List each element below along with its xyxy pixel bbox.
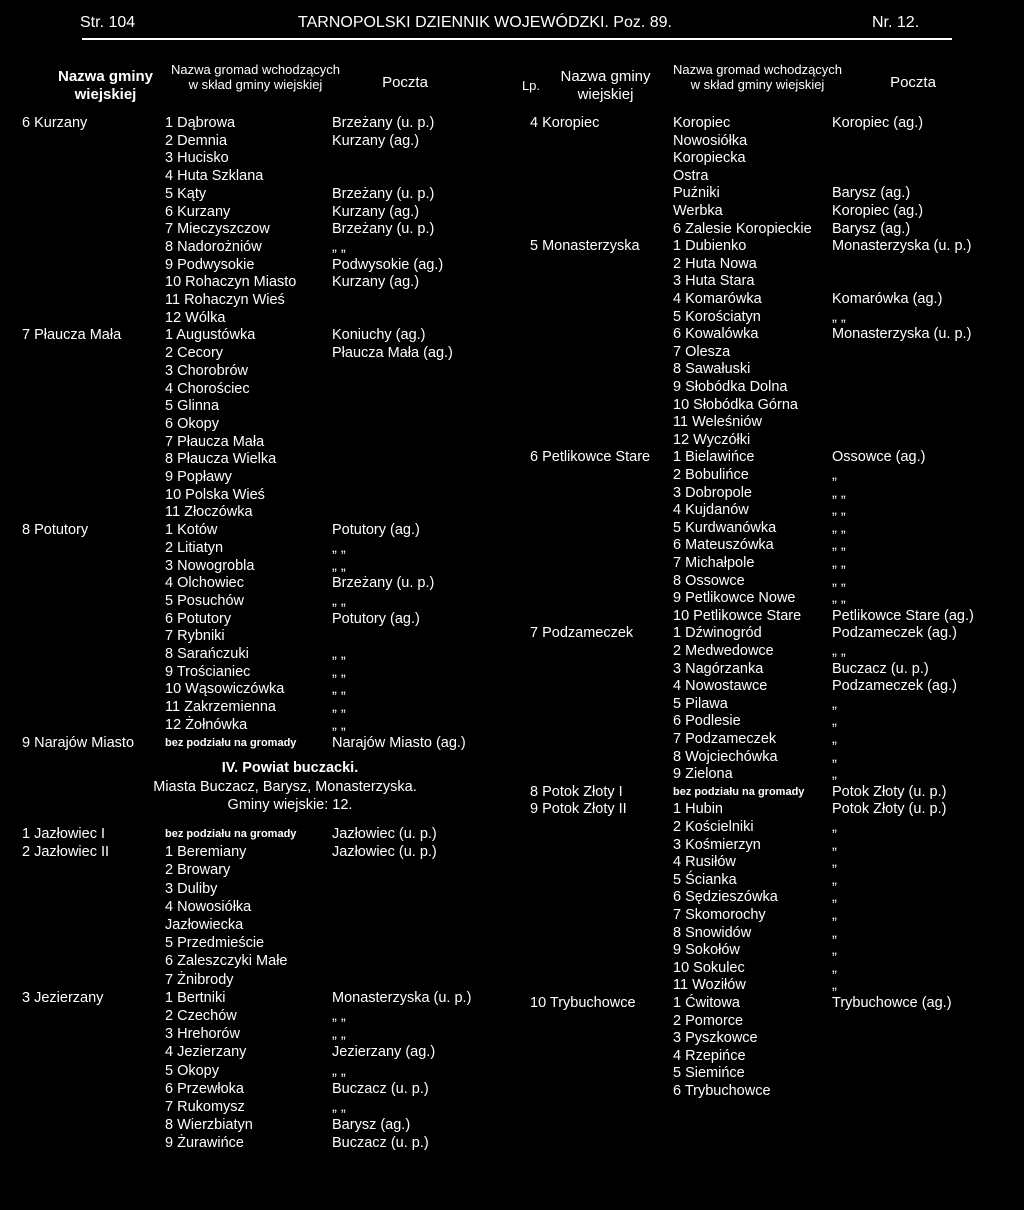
poczta-cell: „	[832, 889, 837, 906]
gromada-cell: 8 Ossowce	[673, 572, 745, 589]
poczta-cell: Kurzany (ag.)	[332, 274, 420, 291]
poczta-cell: Jezierzany (ag.)	[332, 1044, 436, 1061]
gromada-cell: 1 Bielawińce	[673, 449, 755, 466]
poczta-cell: Buczacz (u. p.)	[332, 1135, 429, 1152]
poczta-cell: „	[832, 907, 837, 923]
gromada-cell: 8 Wojciechówka	[673, 748, 778, 765]
poczta-cell: „ „	[332, 557, 346, 574]
poczta-cell: „ „	[832, 308, 846, 325]
poczta-cell: Brzeżany (u. p.)	[332, 221, 435, 238]
poczta-cell: Buczacz (u. p.)	[332, 1080, 429, 1097]
poczta-cell: Monasterzyska (u. p.)	[832, 326, 972, 343]
issue-number: Nr. 12.	[872, 14, 920, 31]
gmina-cell: 8 Potok Złoty I	[530, 783, 623, 800]
gromada-cell: 5 Kąty	[165, 185, 207, 202]
poczta-cell: „	[832, 871, 837, 888]
gromada-cell: 7 Rukomysz	[165, 1099, 245, 1115]
gromada-cell: 2 Czechów	[165, 1008, 237, 1024]
gromada-cell: 9 Podwysokie	[165, 256, 255, 273]
poczta-cell: Jazłowiec (u. p.)	[332, 844, 437, 861]
gmina-cell: 9 Narajów Miasto	[22, 734, 135, 751]
gromada-cell: 4 Rusiłów	[673, 854, 736, 871]
gromada-cell: 8 Snowidów	[673, 924, 752, 941]
gromada-cell: 6 Okopy	[165, 415, 219, 432]
gromada-cell: 1 Ćwitowa	[673, 995, 740, 1011]
gromada-cell: 6 Kowalówka	[673, 326, 759, 343]
poczta-cell: Kurzany (ag.)	[332, 132, 420, 149]
gromada-cell: 2 Cecory	[165, 345, 224, 362]
poczta-cell: „ „	[332, 1008, 346, 1024]
gmina-cell: 6 Petlikowce Stare	[530, 449, 651, 466]
page-header	[80, 14, 944, 36]
gromada-cell: 9 Żurawińce	[165, 1135, 244, 1152]
gromada-cell: 1 Kotów	[165, 522, 218, 539]
gmina-cell: 6 Kurzany	[22, 115, 88, 131]
gromada-cell: 2 Litiatyn	[165, 539, 224, 556]
poczta-cell: Kurzany (ag.)	[332, 203, 420, 220]
gromada-cell: 3 Duliby	[165, 880, 218, 897]
gmina-cell: 3 Jezierzany	[22, 989, 104, 1006]
gromada-cell: 11 Złoczówka	[165, 504, 253, 521]
poczta-cell: „	[832, 731, 837, 747]
poczta-cell: Podwysokie (ag.)	[332, 256, 444, 273]
poczta-cell: „	[832, 977, 837, 994]
poczta-cell: Podzameczek (ag.)	[832, 625, 957, 642]
gromada-cell: 5 Kurdwanówka	[673, 519, 777, 536]
gromada-cell: 9 Trościaniec	[165, 663, 251, 680]
poczta-cell: „ „	[332, 1026, 346, 1043]
col-head-poczta-right: Poczta	[890, 74, 936, 91]
gmina-cell: 1 Jazłowiec I	[22, 826, 106, 842]
gromada-cell: 1 Augustówka	[165, 327, 256, 344]
gromada-cell: 4 Huta Szklana	[165, 168, 264, 185]
gromada-cell: 9 Słobódka Dolna	[673, 379, 788, 395]
poczta-cell: Petlikowce Stare (ag.)	[832, 607, 974, 624]
gromada-cell: 1 Dąbrowa	[165, 115, 236, 131]
gromada-cell: Jazłowiecka	[165, 917, 244, 933]
poczta-cell: „ „	[832, 484, 846, 501]
gromada-cell: 2 Kościelniki	[673, 819, 754, 835]
gromada-cell: 3 Hrehorów	[165, 1026, 240, 1043]
poczta-cell: „ „	[332, 663, 346, 680]
gromada-cell: 5 Glinna	[165, 398, 220, 415]
gromada-cell: 11 Woziłów	[673, 977, 746, 994]
gmina-cell: 9 Potok Złoty II	[530, 801, 627, 818]
poczta-cell: „	[832, 819, 837, 835]
powiat-title: IV. Powiat buczacki.	[221, 760, 359, 776]
poczta-cell: „	[832, 836, 837, 853]
gromada-cell: Koropiec	[673, 115, 731, 131]
gromada-cell: 10 Wąsowiczówka	[165, 681, 285, 698]
col-head-poczta-left: Poczta	[382, 74, 428, 91]
gromada-cell: 3 Huta Stara	[673, 273, 755, 290]
gmina-cell: 7 Płaucza Mała	[22, 327, 122, 344]
gromada-cell: 6 Zaleszczyki Małe	[165, 953, 288, 970]
poczta-cell: „ „	[332, 699, 346, 716]
poczta-cell: „ „	[332, 1062, 346, 1079]
gromada-cell: 3 Pyszkowce	[673, 1030, 758, 1047]
poczta-cell: Potutory (ag.)	[332, 522, 420, 539]
gromada-cell: bez podziału na gromady	[673, 785, 805, 798]
poczta-cell: Narajów Miasto (ag.)	[332, 734, 466, 751]
gromada-cell: 10 Słobódka Górna	[673, 396, 798, 413]
gromada-cell: 12 Wyczółki	[673, 431, 751, 448]
gromada-cell: 9 Petlikowce Nowe	[673, 590, 796, 607]
poczta-cell: Brzeżany (u. p.)	[332, 185, 435, 202]
gromada-cell: 6 Kurzany	[165, 203, 231, 220]
poczta-cell: „	[832, 959, 837, 976]
gmina-cell: 5 Monasterzyska	[530, 238, 640, 255]
gromada-cell: 12 Żołnówka	[165, 716, 248, 733]
poczta-cell: Koropiec (ag.)	[832, 115, 924, 131]
poczta-cell: Koniuchy (ag.)	[332, 327, 426, 344]
gromada-cell: 2 Huta Nowa	[673, 255, 757, 272]
poczta-cell: „ „	[832, 502, 846, 519]
gromada-cell: 2 Browary	[165, 862, 231, 879]
gromada-cell: 10 Sokulec	[673, 959, 745, 976]
gromada-cell: Nowosiółka	[673, 132, 748, 149]
gromada-cell: 11 Zakrzemienna	[165, 699, 276, 716]
gmina-cell: 7 Podzameczek	[530, 625, 634, 642]
poczta-cell: Monasterzyska (u. p.)	[832, 238, 972, 255]
gmina-cell: 2 Jazłowiec II	[22, 844, 110, 861]
poczta-cell: „ „	[832, 519, 846, 536]
poczta-cell: „ „	[832, 572, 846, 589]
gromada-cell: 1 Dubienko	[673, 238, 747, 255]
poczta-cell: Potok Złoty (u. p.)	[832, 783, 947, 800]
header-rule	[82, 38, 952, 40]
poczta-cell: „	[832, 467, 837, 483]
gromada-cell: 10 Rohaczyn Miasto	[165, 274, 297, 291]
poczta-cell: Koropiec (ag.)	[832, 203, 924, 219]
col-head-gmina-left: Nazwa gminy wiejskiej	[57, 68, 154, 103]
poczta-cell: Płaucza Mała (ag.)	[332, 345, 453, 362]
powiat-gminy: Gminy wiejskie: 12.	[227, 797, 353, 813]
gromada-cell: 6 Trybuchowce	[673, 1083, 771, 1099]
gromada-cell: 4 Nowosiółka	[165, 898, 252, 915]
gromada-cell: 1 Beremiany	[165, 844, 247, 861]
poczta-cell: Podzameczek (ag.)	[832, 678, 957, 695]
gromada-cell: 6 Potutory	[165, 610, 232, 627]
gromada-cell: 1 Hubin	[673, 801, 723, 818]
poczta-cell: „ „	[332, 716, 346, 733]
gromada-cell: 9 Sokołów	[673, 942, 740, 959]
poczta-cell: „	[832, 854, 837, 871]
gromada-cell: 4 Olchowiec	[165, 575, 244, 592]
gromada-cell: bez podziału na gromady	[165, 736, 297, 749]
gromada-cell: 3 Nagórzanka	[673, 660, 764, 677]
gromada-cell: 4 Chorościec	[165, 380, 250, 397]
poczta-cell: Trybuchowce (ag.)	[832, 995, 952, 1011]
gromada-cell: 11 Weleśniów	[673, 414, 762, 431]
poczta-cell: „ „	[832, 537, 846, 554]
poczta-cell: „	[832, 748, 837, 765]
gromada-cell: 7 Mieczyszczow	[165, 221, 270, 238]
gromada-cell: 3 Dobropole	[673, 484, 752, 501]
poczta-cell: „	[832, 924, 837, 941]
col-head-gromady-right: Nazwa gromad wchodzących w skład gminy wiejskiej	[672, 62, 843, 92]
page-number: Str. 104	[80, 14, 136, 31]
gromada-cell: 7 Żnibrody	[165, 971, 234, 988]
gromada-cell: bez podziału na gromady	[165, 828, 297, 840]
gromada-cell: 6 Mateuszówka	[673, 537, 774, 554]
gromada-cell: Werbka	[673, 203, 723, 219]
gromada-cell: 7 Płaucza Mała	[165, 433, 265, 450]
gromada-cell: 4 Nowostawce	[673, 678, 768, 695]
poczta-cell: Ossowce (ag.)	[832, 449, 926, 466]
journal-title: TARNOPOLSKI DZIENNIK WOJEWÓDZKI. Poz. 89.	[298, 14, 672, 31]
gromada-cell: 10 Petlikowce Stare	[673, 607, 802, 624]
gromada-cell: 4 Jezierzany	[165, 1044, 247, 1061]
col-head-gmina-right: Nazwa gminy wiejskiej	[560, 68, 651, 103]
gromada-cell: 3 Hucisko	[165, 150, 229, 167]
gromada-cell: 5 Przedmieście	[165, 935, 265, 952]
poczta-cell: Brzeżany (u. p.)	[332, 575, 435, 592]
poczta-cell: „	[832, 942, 837, 959]
gromada-cell: 8 Sawałuski	[673, 361, 751, 378]
poczta-cell: „	[832, 766, 837, 783]
poczta-cell: „ „	[332, 539, 346, 556]
gromada-cell: 6 Sędzieszówka	[673, 889, 778, 906]
col-head-lp: Lp.	[521, 78, 541, 93]
gromada-cell: 2 Pomorce	[673, 1012, 744, 1029]
gromada-cell: 5 Korościatyn	[673, 308, 761, 325]
poczta-cell: Barysz (ag.)	[832, 185, 911, 202]
gromada-cell: 3 Kośmierzyn	[673, 836, 761, 853]
gromada-cell: 8 Wierzbiatyn	[165, 1117, 253, 1134]
gromada-cell: 2 Bobulińce	[673, 467, 749, 483]
col-head-gromady-left: Nazwa gromad wchodzących w skład gminy wiejskiej	[170, 62, 341, 92]
poczta-cell: Buczacz (u. p.)	[832, 660, 929, 677]
gromada-cell: 3 Nowogrobla	[165, 557, 255, 574]
poczta-cell: „	[832, 713, 837, 730]
gromada-cell: 7 Olesza	[673, 343, 731, 360]
poczta-cell: Komarówka (ag.)	[832, 291, 943, 307]
gmina-cell: 8 Potutory	[22, 522, 89, 539]
poczta-cell: „ „	[832, 555, 846, 571]
poczta-cell: „ „	[332, 646, 346, 662]
gromada-cell: 2 Medwedowce	[673, 643, 774, 659]
gromada-cell: 3 Chorobrów	[165, 362, 249, 379]
gromada-cell: 6 Zalesie Koropieckie	[673, 220, 812, 237]
poczta-cell: Barysz (ag.)	[832, 220, 911, 237]
poczta-cell: „ „	[832, 643, 846, 659]
poczta-cell: „ „	[332, 592, 346, 609]
gromada-cell: 2 Demnia	[165, 132, 228, 149]
poczta-cell: „ „	[332, 238, 346, 255]
gromada-cell: 7 Podzameczek	[673, 731, 777, 747]
gromada-cell: Ostra	[673, 167, 709, 184]
poczta-cell: Potutory (ag.)	[332, 610, 420, 627]
gmina-cell: 10 Trybuchowce	[530, 995, 636, 1011]
poczta-cell: „ „	[332, 681, 346, 698]
gromada-cell: 9 Zielona	[673, 766, 733, 783]
poczta-cell: Barysz (ag.)	[332, 1117, 411, 1134]
gromada-cell: 7 Skomorochy	[673, 907, 766, 923]
poczta-cell: „ „	[832, 590, 846, 607]
poczta-cell: Monasterzyska (u. p.)	[332, 989, 472, 1006]
gromada-cell: 8 Sarańczuki	[165, 646, 249, 662]
gromada-cell: 4 Rzepińce	[673, 1047, 746, 1064]
gromada-cell: 1 Dźwinogród	[673, 625, 762, 642]
poczta-cell: Potok Złoty (u. p.)	[832, 801, 947, 818]
gromada-cell: 7 Rybniki	[165, 628, 225, 645]
poczta-cell: „ „	[332, 1099, 346, 1115]
gromada-cell: 8 Nadorożniów	[165, 238, 262, 255]
powiat-miasta: Miasta Buczacz, Barysz, Monasterzyska.	[153, 779, 417, 795]
poczta-cell: Brzeżany (u. p.)	[332, 115, 435, 131]
gromada-cell: Puźniki	[673, 185, 720, 202]
gromada-cell: 5 Okopy	[165, 1062, 219, 1079]
gromada-cell: 10 Polska Wieś	[165, 486, 265, 503]
gromada-cell: 1 Bertniki	[165, 989, 226, 1006]
gromada-cell: 5 Pilawa	[673, 695, 728, 712]
gromada-cell: 12 Wólka	[165, 309, 226, 326]
poczta-cell: „	[832, 695, 837, 712]
gromada-cell: 7 Michałpole	[673, 555, 755, 571]
gromada-cell: 5 Siemińce	[673, 1065, 745, 1082]
gromada-cell: 11 Rohaczyn Wieś	[165, 292, 285, 308]
gmina-cell: 4 Koropiec	[530, 115, 600, 131]
gromada-cell: 6 Przewłoka	[165, 1080, 244, 1097]
gromada-cell: 4 Kujdanów	[673, 502, 749, 519]
gromada-cell: 5 Ścianka	[673, 871, 737, 888]
gromada-cell: 5 Posuchów	[165, 592, 244, 609]
gromada-cell: 6 Podlesie	[673, 713, 741, 730]
gromada-cell: 9 Popławy	[165, 469, 232, 485]
gromada-cell: 8 Płaucza Wielka	[165, 451, 277, 468]
gromada-cell: 4 Komarówka	[673, 291, 762, 307]
gromada-cell: Koropiecka	[673, 150, 746, 167]
poczta-cell: Jazłowiec (u. p.)	[332, 826, 437, 842]
